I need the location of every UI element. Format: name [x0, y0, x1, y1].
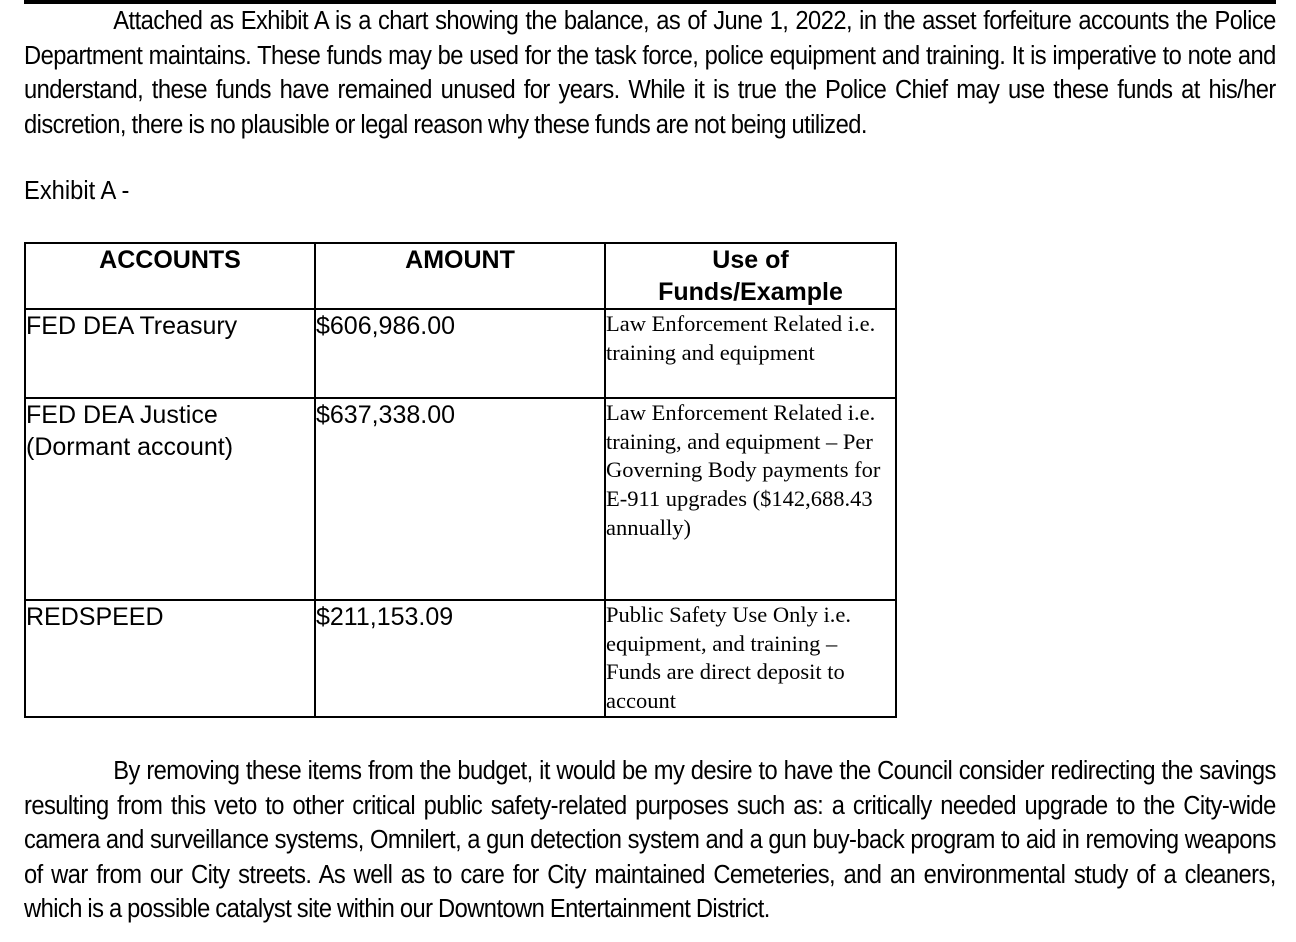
intro-paragraph-text: Attached as Exhibit A is a chart showing the balance, as of June 1, 2022, in the asset forfeiture accounts the Police Department maintains. These funds may be used for the task force, police equipment and training. It is imperative to note and understand, these funds have remained unused for years. While it is true the Police Chief may use these funds at his/her discretion, there is no plausible or legal reason why these funds are not being utilized.: [24, 7, 1276, 139]
table-row: [25, 600, 896, 717]
amount-cell: $211,153.09: [315, 600, 605, 717]
header-accounts: ACCOUNTS: [25, 243, 315, 309]
amount-cell: $637,338.00: [315, 398, 605, 600]
table-header-row: [25, 243, 896, 309]
table-row: [25, 398, 896, 600]
account-cell: [25, 309, 315, 398]
exhibit-label: Exhibit A -: [24, 177, 130, 205]
use-cell: Law Enforcement Related i.e. training and equipment: [605, 309, 896, 398]
account-name: FED DEA Treasury: [26, 312, 238, 340]
header-use-of-funds: [605, 243, 896, 309]
account-name: FED DEA Justice: [26, 401, 218, 429]
exhibit-a-table: [24, 242, 897, 718]
table-row: [25, 309, 896, 398]
header-amount: AMOUNT: [315, 243, 605, 309]
account-cell: [25, 600, 315, 717]
account-note: (Dormant account): [26, 433, 234, 461]
intro-paragraph: [24, 4, 1276, 142]
account-name: REDSPEED: [26, 603, 164, 631]
header-use-line2: Funds/Example: [658, 278, 843, 306]
amount-cell: $606,986.00: [315, 309, 605, 398]
closing-paragraph-text: By removing these items from the budget, it would be my desire to have the Council consider redirecting the savings resulting from this veto to other critical public safety-related purposes such as: a critically needed upgrade to the City-wide camera and surveillance systems, Omnilert, a gun detection system and a gun buy-back program to aid in removing weapons of war from our City streets. As well as to care for City maintained Cemeteries, and an environmental study of a cleaners, which is a possible catalyst site within our Downtown Entertainment District.: [24, 757, 1276, 923]
closing-paragraph: [24, 754, 1276, 927]
account-cell: [25, 398, 315, 600]
use-cell: Law Enforcement Related i.e. training, and equipment – Per Governing Body payments for E-911 upgrades ($142,688.43 annually): [605, 398, 896, 600]
header-use-line1: Use of: [712, 246, 789, 274]
use-cell: Public Safety Use Only i.e. equipment, and training – Funds are direct deposit to account: [605, 600, 896, 717]
